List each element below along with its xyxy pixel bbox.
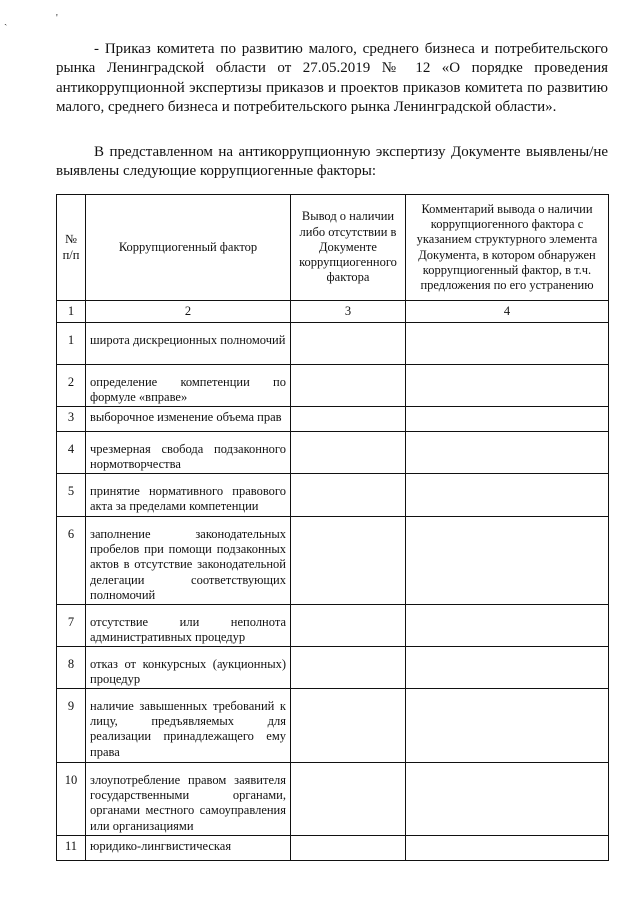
table-row [57,647,609,689]
conclusion-cell [291,323,406,365]
table-row [57,407,609,432]
table-row [57,763,609,836]
factor-text: наличие завышенных требований к лицу, предъявляемых для реализации принадлежащего ему права [86,689,291,763]
table-row [57,689,609,763]
comment-cell [406,763,609,836]
comment-cell [406,689,609,763]
row-number: 5 [57,474,86,517]
header-conclusion: Вывод о наличии либо отсутствии в Документе коррупциогенного фактора [291,195,406,301]
header-factor: Коррупциогенный фактор [86,195,291,301]
factor-text: принятие нормативного правового акта за пределами компетенции [86,474,291,517]
conclusion-cell [291,407,406,432]
comment-cell [406,836,609,861]
conclusion-cell [291,517,406,605]
row-number: 3 [57,407,86,432]
conclusion-cell [291,689,406,763]
factor-text: отказ от конкурсных (аукционных) процедур [86,647,291,689]
conclusion-cell [291,647,406,689]
order-reference-paragraph: - Приказ комитета по развитию малого, среднего бизнеса и потребительского рынка Ленинградской области от 27.05.2019 № 12 «О порядке проведения антикоррупционной экспертизы приказов и проектов приказов комитета по развитию малого, среднего бизнеса и потребительского рынка Ленинградской области». [56,41,608,116]
comment-cell [406,474,609,517]
conclusion-cell [291,432,406,474]
row-number: 9 [57,689,86,763]
row-number: 1 [57,323,86,365]
header-num: № п/п [57,195,86,301]
table-row [57,836,609,861]
row-number: 6 [57,517,86,605]
comment-cell [406,605,609,647]
conclusion-cell [291,836,406,861]
factor-text: выборочное изменение объема прав [86,407,291,432]
conclusion-cell [291,474,406,517]
findings-intro-paragraph: В представленном на антикоррупционную экспертизу Документе выявлены/не выявлены следующие коррупциогенные факторы: [56,144,608,180]
corruption-factors-table [56,194,609,861]
factor-text: широта дискреционных полномочий [86,323,291,365]
factor-text: юридико-лингвистическая [86,836,291,861]
factor-text: злоупотребление правом заявителя государственными органами, органами местного самоуправления или организациями [86,763,291,836]
speck: ˏ [4,15,8,26]
conclusion-cell [291,605,406,647]
table-header-row [57,195,609,301]
conclusion-cell [291,763,406,836]
row-number: 2 [57,365,86,407]
row-number: 8 [57,647,86,689]
scan-specks [0,14,640,24]
header-comment: Комментарий вывода о наличии коррупциогенного фактора с указанием структурного элемента Документа, в котором обнаружен коррупциогенный фактор, в т.ч. предложения по его устранению [406,195,609,301]
row-number: 4 [57,432,86,474]
table-row [57,365,609,407]
comment-cell [406,517,609,605]
row-number: 7 [57,605,86,647]
comment-cell [406,432,609,474]
column-number: 1 [57,301,86,323]
comment-cell [406,365,609,407]
column-number-row [57,301,609,323]
column-number: 3 [291,301,406,323]
factor-text: заполнение законодательных пробелов при помощи подзаконных актов в отсутствие законодательной делегации соответствующих полномочий [86,517,291,605]
factor-text: определение компетенции по формуле «вправе» [86,365,291,407]
column-number: 4 [406,301,609,323]
comment-cell [406,647,609,689]
comment-cell [406,407,609,432]
factor-text: отсутствие или неполнота административных процедур [86,605,291,647]
factor-text: чрезмерная свобода подзаконного нормотворчества [86,432,291,474]
table-row [57,517,609,605]
table-row [57,605,609,647]
table-row [57,323,609,365]
column-number: 2 [86,301,291,323]
row-number: 10 [57,763,86,836]
row-number: 11 [57,836,86,861]
comment-cell [406,323,609,365]
speck: ' [56,13,58,24]
table-row [57,474,609,517]
conclusion-cell [291,365,406,407]
table-row [57,432,609,474]
